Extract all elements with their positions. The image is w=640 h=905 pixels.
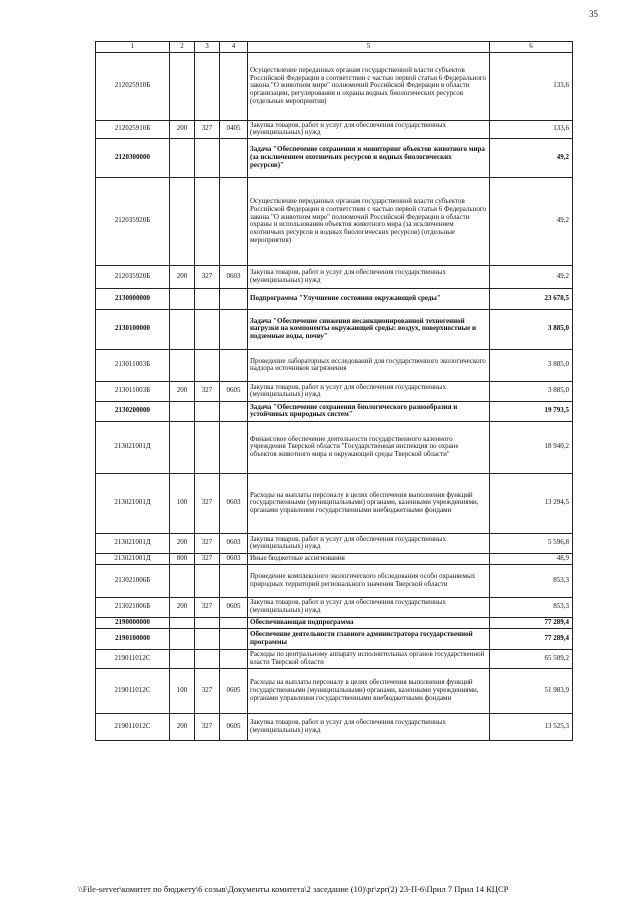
section-code-cell bbox=[220, 421, 248, 473]
item-name-cell: Финансовое обеспечение деятельности государственного казенного учреждения Тверской области "Государственная инспекция по охране объектов животного мира и окружающей среды Тверской области" bbox=[248, 421, 490, 473]
amount-cell: 23 678,5 bbox=[490, 288, 573, 309]
item-name-cell: Закупка товаров, работ и услуг для обеспечения государственных (муниципальных) нужд bbox=[248, 381, 490, 401]
expense-type-cell bbox=[170, 617, 195, 628]
section-code-cell bbox=[220, 349, 248, 381]
amount-cell: 49,2 bbox=[490, 138, 573, 177]
amount-cell: 65 509,2 bbox=[490, 649, 573, 668]
section-code-cell: 0605 bbox=[220, 597, 248, 617]
item-name-cell: Задача "Обеспечение снижения несанкционированной техногенной нагрузки на компоненты окружающей среды: воздух, поверхностные и подземные воды, почву" bbox=[248, 309, 490, 349]
expense-type-cell bbox=[170, 649, 195, 668]
table-row bbox=[96, 309, 573, 349]
kcsr-code-cell: 213011003Б bbox=[96, 349, 170, 381]
amount-cell: 3 885,0 bbox=[490, 381, 573, 401]
table-row bbox=[96, 713, 573, 740]
kcsr-code-cell: 219011012С bbox=[96, 713, 170, 740]
section-code-cell: 0603 bbox=[220, 533, 248, 553]
kcsr-code-cell: 212035920Б bbox=[96, 177, 170, 265]
budget-table-body bbox=[96, 42, 573, 741]
section-code-cell bbox=[220, 309, 248, 349]
amount-cell: 77 289,4 bbox=[490, 617, 573, 628]
table-row bbox=[96, 288, 573, 309]
table-row bbox=[96, 265, 573, 288]
ministry-code-cell bbox=[195, 177, 220, 265]
section-code-cell bbox=[220, 617, 248, 628]
amount-cell: 77 289,4 bbox=[490, 628, 573, 649]
amount-cell: 51 983,9 bbox=[490, 668, 573, 713]
expense-type-cell: 200 bbox=[170, 713, 195, 740]
expense-type-cell: 200 bbox=[170, 120, 195, 138]
kcsr-code-cell: 213021001Д bbox=[96, 553, 170, 564]
header-cell: 5 bbox=[248, 42, 490, 53]
amount-cell: 49,2 bbox=[490, 177, 573, 265]
section-code-cell bbox=[220, 564, 248, 597]
expense-type-cell: 100 bbox=[170, 668, 195, 713]
item-name-cell: Закупка товаров, работ и услуг для обеспечения государственных (муниципальных) нужд bbox=[248, 597, 490, 617]
section-code-cell: 0605 bbox=[220, 668, 248, 713]
header-cell: 4 bbox=[220, 42, 248, 53]
header-row bbox=[96, 42, 573, 53]
kcsr-code-cell: 213021001Д bbox=[96, 421, 170, 473]
section-code-cell bbox=[220, 138, 248, 177]
item-name-cell: Осуществление переданных органам государственной власти субъектов Российской Федерации в соответствии с частью первой статьи 6 Федерального закона "О животном мире" полномочий Российской Федерации в области организации, регулирования и охраны водных биологических ресурсов (отдельные мероприятия) bbox=[248, 52, 490, 120]
item-name-cell: Обеспечивающая подпрограмма bbox=[248, 617, 490, 628]
kcsr-code-cell: 213021006Б bbox=[96, 564, 170, 597]
ministry-code-cell bbox=[195, 649, 220, 668]
amount-cell: 19 793,5 bbox=[490, 401, 573, 421]
expense-type-cell: 200 bbox=[170, 597, 195, 617]
expense-type-cell bbox=[170, 288, 195, 309]
table-row bbox=[96, 52, 573, 120]
page-number: 35 bbox=[589, 9, 598, 19]
section-code-cell bbox=[220, 649, 248, 668]
table-row bbox=[96, 649, 573, 668]
item-name-cell: Подпрограмма "Улучшение состояния окружающей среды" bbox=[248, 288, 490, 309]
table-row bbox=[96, 628, 573, 649]
ministry-code-cell: 327 bbox=[195, 533, 220, 553]
amount-cell: 133,6 bbox=[490, 120, 573, 138]
item-name-cell: Осуществление переданных органам государственной власти субъектов Российской Федерации в соответствии с частью первой статьи 6 Федерального закона "О животном мире" полномочий Российской Федерации в области охраны и использования объектов животного мира (за исключением охотничьих ресурсов и водных биологических ресурсов) (отдельные мероприятия) bbox=[248, 177, 490, 265]
item-name-cell: Расходы на выплаты персоналу в целях обеспечения выполнения функций государственными (муниципальными) органами, казенными учреждениями, органами управления государственными внебюджетными фондами bbox=[248, 473, 490, 533]
amount-cell: 3 885,0 bbox=[490, 309, 573, 349]
kcsr-code-cell: 2130000000 bbox=[96, 288, 170, 309]
section-code-cell bbox=[220, 628, 248, 649]
table-row bbox=[96, 138, 573, 177]
ministry-code-cell: 327 bbox=[195, 713, 220, 740]
ministry-code-cell: 327 bbox=[195, 597, 220, 617]
table-row bbox=[96, 421, 573, 473]
header-cell: 6 bbox=[490, 42, 573, 53]
ministry-code-cell: 327 bbox=[195, 473, 220, 533]
table-row bbox=[96, 668, 573, 713]
amount-cell: 18 940,2 bbox=[490, 421, 573, 473]
item-name-cell: Закупка товаров, работ и услуг для обеспечения государственных (муниципальных) нужд bbox=[248, 120, 490, 138]
item-name-cell: Закупка товаров, работ и услуг для обеспечения государственных (муниципальных) нужд bbox=[248, 533, 490, 553]
item-name-cell: Иные бюджетные ассигнования bbox=[248, 553, 490, 564]
table-row bbox=[96, 617, 573, 628]
table-row bbox=[96, 553, 573, 564]
section-code-cell: 0605 bbox=[220, 713, 248, 740]
expense-type-cell: 200 bbox=[170, 533, 195, 553]
ministry-code-cell bbox=[195, 288, 220, 309]
expense-type-cell: 800 bbox=[170, 553, 195, 564]
section-code-cell bbox=[220, 288, 248, 309]
expense-type-cell bbox=[170, 177, 195, 265]
header-cell: 3 bbox=[195, 42, 220, 53]
item-name-cell: Закупка товаров, работ и услуг для обеспечения государственных (муниципальных) нужд bbox=[248, 713, 490, 740]
table-row bbox=[96, 177, 573, 265]
expense-type-cell bbox=[170, 309, 195, 349]
ministry-code-cell bbox=[195, 52, 220, 120]
kcsr-code-cell: 2120300000 bbox=[96, 138, 170, 177]
expense-type-cell bbox=[170, 401, 195, 421]
expense-type-cell bbox=[170, 138, 195, 177]
ministry-code-cell: 327 bbox=[195, 265, 220, 288]
kcsr-code-cell: 212025910Б bbox=[96, 120, 170, 138]
ministry-code-cell bbox=[195, 138, 220, 177]
section-code-cell: 0603 bbox=[220, 553, 248, 564]
table-row bbox=[96, 401, 573, 421]
ministry-code-cell bbox=[195, 564, 220, 597]
item-name-cell: Обеспечение деятельности главного администратора государственной программы bbox=[248, 628, 490, 649]
table-row bbox=[96, 381, 573, 401]
item-name-cell: Закупка товаров, работ и услуг для обеспечения государственных (муниципальных) нужд bbox=[248, 265, 490, 288]
kcsr-code-cell: 2190100000 bbox=[96, 628, 170, 649]
kcsr-code-cell: 212035920Б bbox=[96, 265, 170, 288]
ministry-code-cell bbox=[195, 401, 220, 421]
amount-cell: 133,6 bbox=[490, 52, 573, 120]
amount-cell: 13 525,3 bbox=[490, 713, 573, 740]
item-name-cell: Проведение лабораторных исследований для государственного экологического надзора источников загрязнения bbox=[248, 349, 490, 381]
expense-type-cell: 100 bbox=[170, 473, 195, 533]
kcsr-code-cell: 219011012С bbox=[96, 649, 170, 668]
header-cell: 1 bbox=[96, 42, 170, 53]
section-code-cell bbox=[220, 52, 248, 120]
ministry-code-cell bbox=[195, 628, 220, 649]
ministry-code-cell bbox=[195, 309, 220, 349]
amount-cell: 3 885,0 bbox=[490, 349, 573, 381]
amount-cell: 49,2 bbox=[490, 265, 573, 288]
table-row bbox=[96, 597, 573, 617]
kcsr-code-cell: 219011012С bbox=[96, 668, 170, 713]
kcsr-code-cell: 213021001Д bbox=[96, 473, 170, 533]
expense-type-cell bbox=[170, 628, 195, 649]
ministry-code-cell: 327 bbox=[195, 381, 220, 401]
expense-type-cell bbox=[170, 52, 195, 120]
amount-cell: 5 596,8 bbox=[490, 533, 573, 553]
ministry-code-cell: 327 bbox=[195, 553, 220, 564]
section-code-cell: 0605 bbox=[220, 381, 248, 401]
item-name-cell: Расходы на выплаты персоналу в целях обеспечения выполнения функций государственными (муниципальными) органами, казенными учреждениями, органами управления государственными внебюджетными фондами bbox=[248, 668, 490, 713]
section-code-cell: 0603 bbox=[220, 473, 248, 533]
footer-file-path: \\File-server\комитет по бюджету\6 созыв\Документы комитета\2 заседание (10)\pr\zpr(2) 23-П-6\Прил 7 Прил 14 КЦСР bbox=[78, 884, 509, 894]
expense-type-cell: 200 bbox=[170, 381, 195, 401]
item-name-cell: Расходы по центральному аппарату исполнительных органов государственной власти Тверской области bbox=[248, 649, 490, 668]
ministry-code-cell: 327 bbox=[195, 120, 220, 138]
table-row bbox=[96, 349, 573, 381]
ministry-code-cell bbox=[195, 421, 220, 473]
expense-type-cell bbox=[170, 564, 195, 597]
amount-cell: 48,9 bbox=[490, 553, 573, 564]
section-code-cell: 0603 bbox=[220, 265, 248, 288]
item-name-cell: Задача "Обеспечение сохранения и мониторинг объектов животного мира (за исключением охотничьих ресурсов и водных биологических ресурсов)" bbox=[248, 138, 490, 177]
kcsr-code-cell: 2130200000 bbox=[96, 401, 170, 421]
expense-type-cell bbox=[170, 349, 195, 381]
section-code-cell: 0405 bbox=[220, 120, 248, 138]
item-name-cell: Проведение комплексного экологического обследования особо охраняемых природных территорий регионального значения Тверской области bbox=[248, 564, 490, 597]
kcsr-code-cell: 213021006Б bbox=[96, 597, 170, 617]
ministry-code-cell bbox=[195, 617, 220, 628]
kcsr-code-cell: 2190000000 bbox=[96, 617, 170, 628]
ministry-code-cell bbox=[195, 349, 220, 381]
amount-cell: 853,3 bbox=[490, 597, 573, 617]
kcsr-code-cell: 213011003Б bbox=[96, 381, 170, 401]
table-row bbox=[96, 473, 573, 533]
table-row bbox=[96, 120, 573, 138]
ministry-code-cell: 327 bbox=[195, 668, 220, 713]
budget-table bbox=[95, 41, 573, 741]
kcsr-code-cell: 212025910Б bbox=[96, 52, 170, 120]
expense-type-cell: 200 bbox=[170, 265, 195, 288]
kcsr-code-cell: 2130100000 bbox=[96, 309, 170, 349]
amount-cell: 13 294,5 bbox=[490, 473, 573, 533]
expense-type-cell bbox=[170, 421, 195, 473]
header-cell: 2 bbox=[170, 42, 195, 53]
kcsr-code-cell: 213021001Д bbox=[96, 533, 170, 553]
section-code-cell bbox=[220, 177, 248, 265]
section-code-cell bbox=[220, 401, 248, 421]
table-row bbox=[96, 533, 573, 553]
amount-cell: 853,3 bbox=[490, 564, 573, 597]
table-row bbox=[96, 564, 573, 597]
item-name-cell: Задача "Обеспечение сохранения биологического разнообразия и устойчивых природных систем" bbox=[248, 401, 490, 421]
